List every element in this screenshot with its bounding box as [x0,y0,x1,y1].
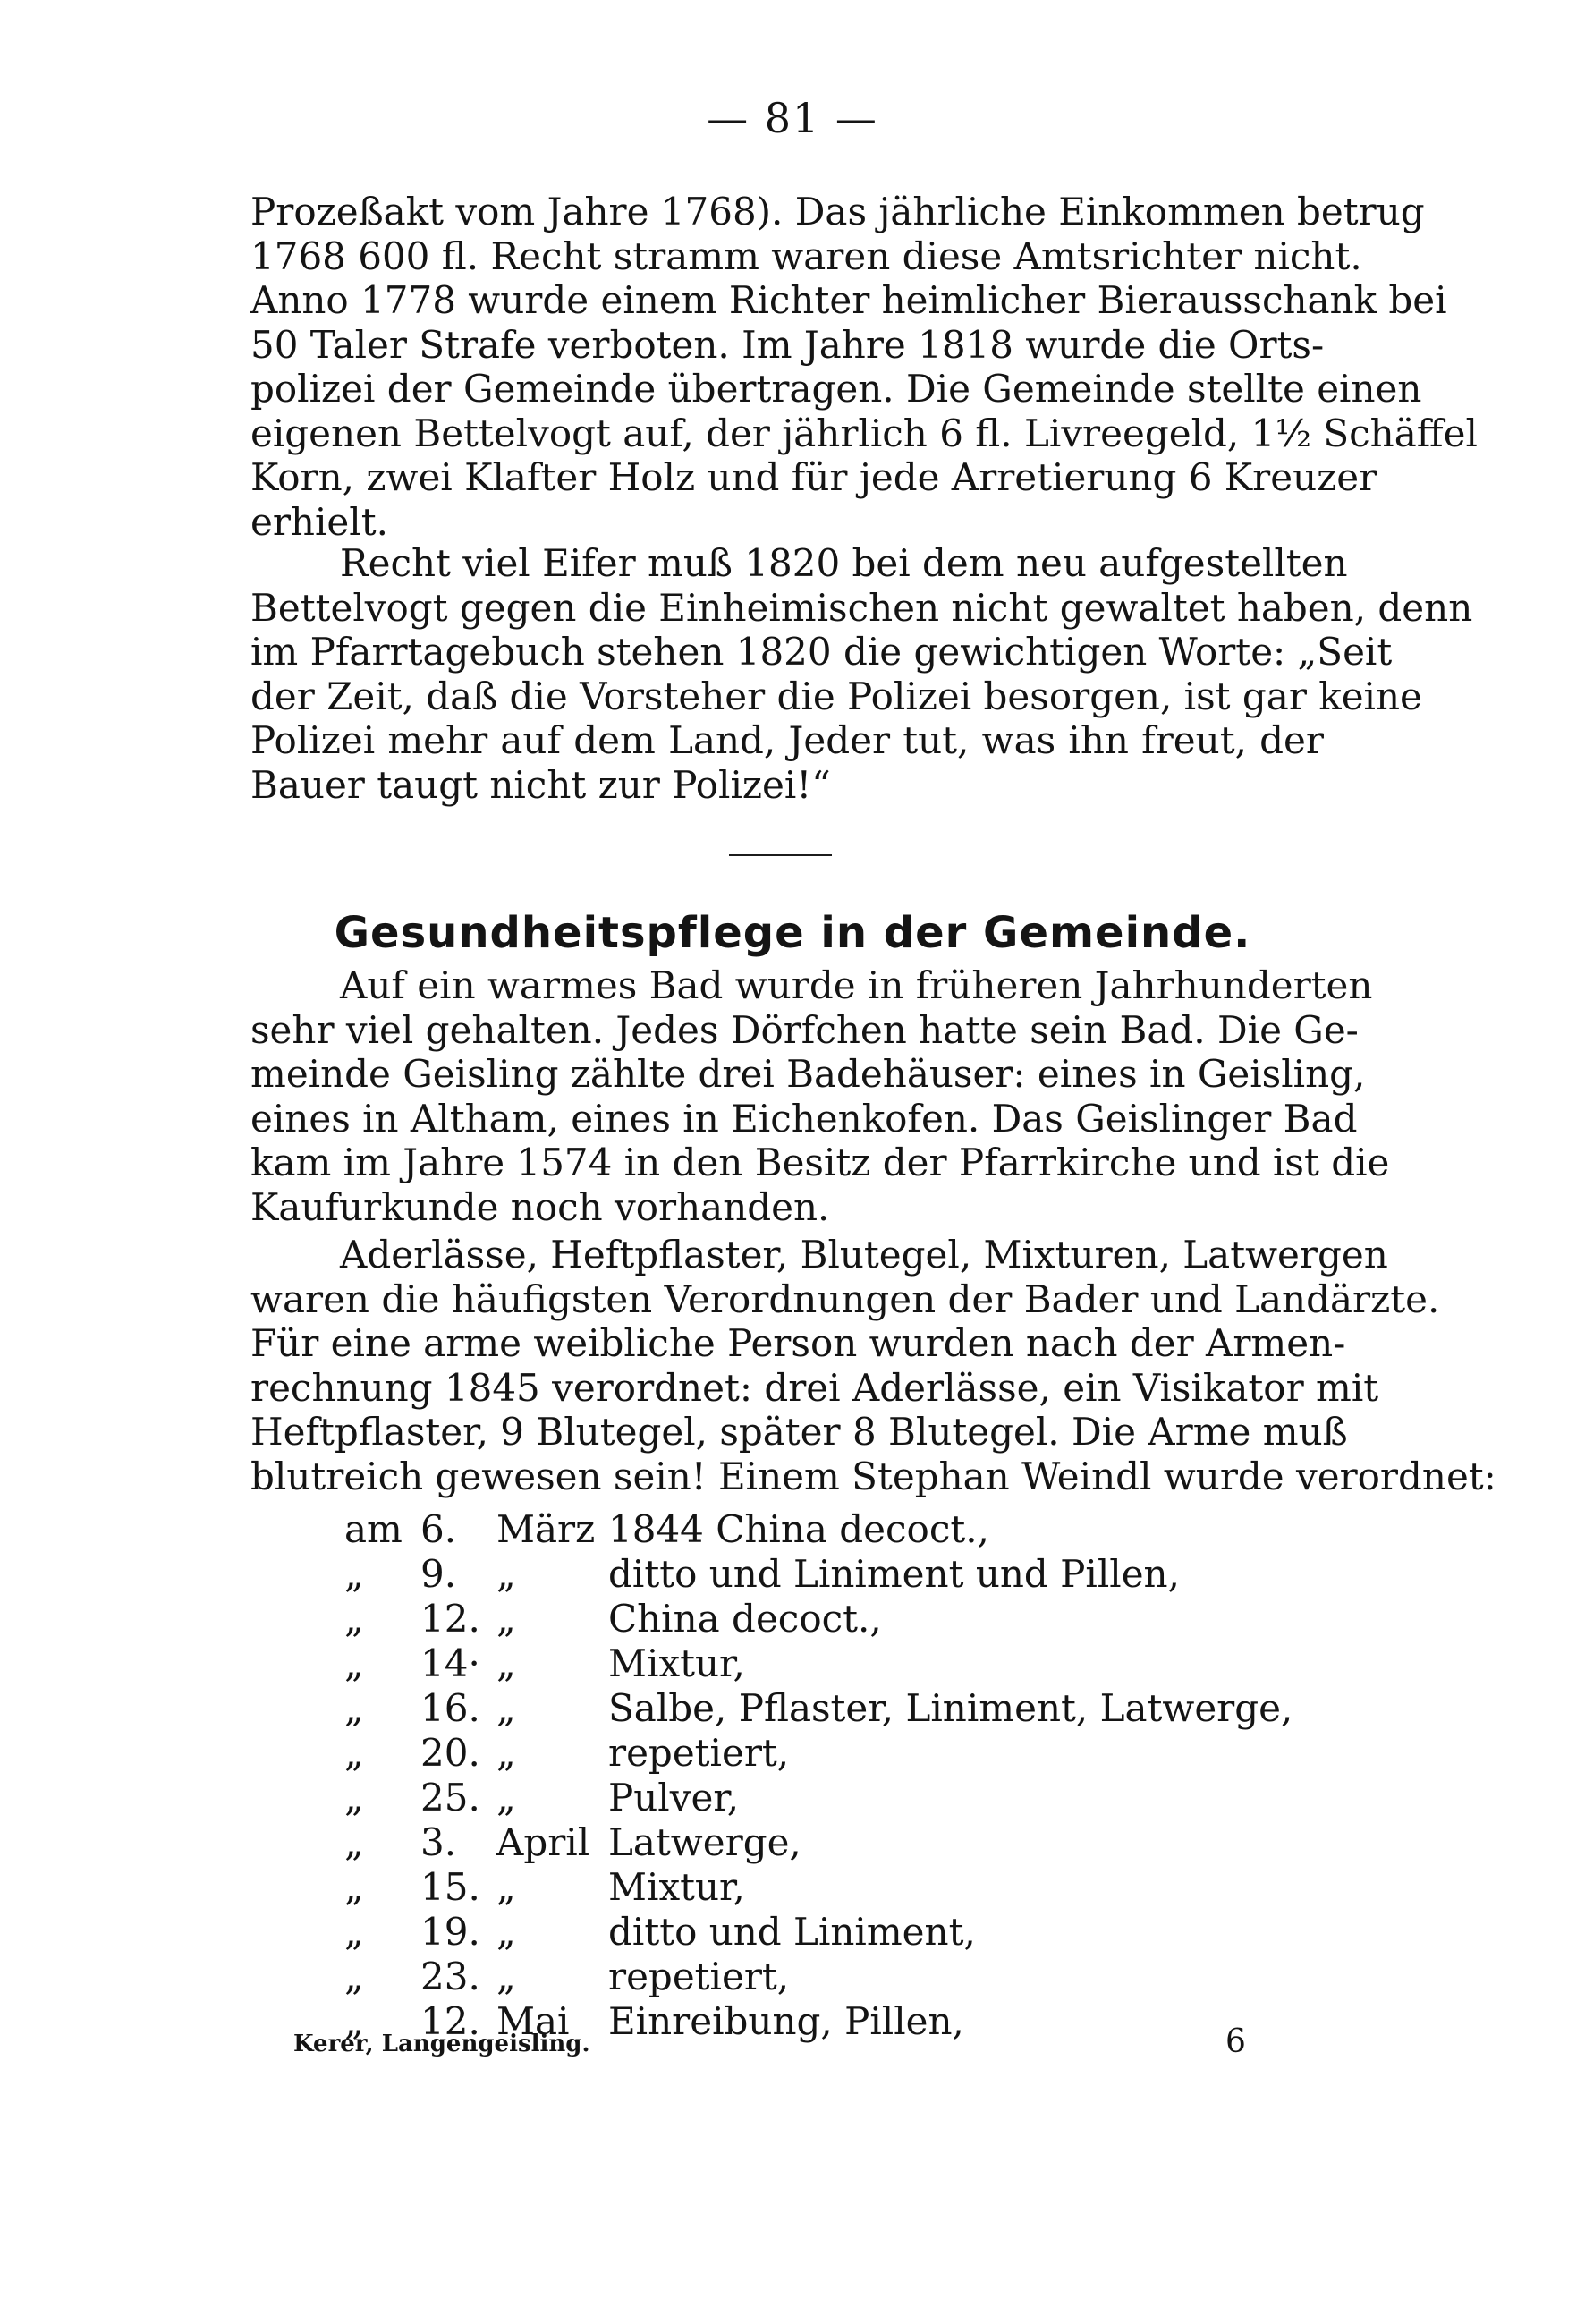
printer-signature: Kerer, Langengeisling. [293,2031,590,2057]
row-prefix: am [344,1507,403,1551]
text-line: Recht viel Eifer muß 1820 bei dem neu aufgestellten [340,541,1348,585]
section-heading: Gesundheitspflege in der Gemeinde. [334,908,1251,958]
row-entry: 1844 China decoct., [608,1507,989,1551]
row-day: 16. [420,1686,480,1730]
row-day: 19. [420,1910,480,1954]
row-day: 15. [420,1865,480,1909]
row-month: April [496,1820,590,1864]
text-line: polizei der Gemeinde übertragen. Die Gemeinde stellte einen [250,367,1422,411]
paragraph-3 [250,963,1390,1229]
section-divider [729,854,832,856]
text-line: eigenen Bettelvogt auf, der jährlich 6 fl. Livreegeld, 1½ Schäffel [250,411,1478,455]
row-prefix: „ [344,1731,364,1775]
text-line: Korn, zwei Klafter Holz und für jede Arretierung 6 Kreuzer [250,455,1377,499]
row-prefix: „ [344,1955,364,1998]
row-entry: repetiert, [608,1731,790,1775]
text-line: blutreich gewesen sein! Einem Stephan Weindl wurde verordnet: [250,1454,1496,1498]
row-day: 12. [420,1597,480,1641]
row-entry: ditto und Liniment, [608,1910,976,1954]
row-month: „ [496,1641,516,1685]
row-entry: Salbe, Pflaster, Liniment, Latwerge, [608,1686,1293,1730]
paragraph-4 [250,1233,1496,1498]
text-line: waren die häufigsten Verordnungen der Bader und Landärzte. [250,1277,1440,1321]
row-month: „ [496,1865,516,1909]
row-day: 25. [420,1776,480,1819]
row-month: „ [496,1552,516,1596]
row-day: 12. [420,1999,480,2043]
row-prefix: „ [344,1820,364,1864]
text-line: Aderlässe, Heftpflaster, Blutegel, Mixturen, Latwergen [340,1233,1388,1277]
text-line: Kaufurkunde noch vorhanden. [250,1184,830,1229]
text-line: kam im Jahre 1574 in den Besitz der Pfarrkirche und ist die [250,1141,1390,1184]
text-line: Bettelvogt gegen die Einheimischen nicht gewaltet haben, denn [250,585,1473,630]
row-prefix: „ [344,1865,364,1909]
row-day: 3. [420,1820,457,1864]
row-day: 14· [420,1641,480,1685]
row-entry: Pulver, [608,1776,740,1819]
row-day: 20. [420,1731,480,1775]
paragraph-2 [250,541,1473,807]
text-line: 1768 600 fl. Recht stramm waren diese Amtsrichter nicht. [250,233,1362,278]
text-line: der Zeit, daß die Vorsteher die Polizei besorgen, ist gar keine [250,674,1422,718]
row-month: „ [496,1597,516,1641]
paragraph-1 [250,190,1478,544]
row-day: 9. [420,1552,457,1596]
text-line: Heftpflaster, 9 Blutegel, später 8 Blutegel. Die Arme muß [250,1410,1348,1454]
row-prefix: „ [344,1776,364,1819]
text-line: meinde Geisling zählte drei Badehäuser: eines in Geisling, [250,1052,1366,1096]
row-entry: Mixtur, [608,1865,745,1909]
row-entry: Mixtur, [608,1641,745,1685]
text-line: Für eine arme weibliche Person wurden nach der Armen- [250,1321,1346,1365]
row-month: „ [496,1776,516,1819]
row-month: „ [496,1731,516,1775]
row-month: März [496,1507,596,1551]
row-month: „ [496,1686,516,1730]
row-prefix: „ [344,1552,364,1596]
text-line: Auf ein warmes Bad wurde in früheren Jahrhunderten [340,963,1373,1007]
text-line: eines in Altham, eines in Eichenkofen. Das Geislinger Bad [250,1096,1358,1141]
text-line: Bauer taugt nicht zur Polizei!“ [250,762,831,807]
row-entry: Einreibung, Pillen, [608,1999,964,2043]
text-line: rechnung 1845 verordnet: drei Aderlässe, ein Visikator mit [250,1365,1379,1410]
row-entry: repetiert, [608,1955,790,1998]
row-month: „ [496,1910,516,1954]
row-entry: ditto und Liniment und Pillen, [608,1552,1180,1596]
row-entry: China decoct., [608,1597,882,1641]
row-day: 6. [420,1507,457,1551]
text-line: Anno 1778 wurde einem Richter heimlicher Bierausschank bei [250,278,1447,322]
text-line: im Pfarrtagebuch stehen 1820 die gewichtigen Worte: „Seit [250,630,1393,674]
text-line: Polizei mehr auf dem Land, Jeder tut, was ihn freut, der [250,718,1324,762]
row-prefix: „ [344,1910,364,1954]
page-number: — 81 — [707,94,878,142]
text-line: 50 Taler Strafe verboten. Im Jahre 1818 wurde die Orts- [250,322,1325,367]
text-line: Prozeßakt vom Jahre 1768). Das jährliche Einkommen betrug [250,190,1425,233]
text-line: sehr viel gehalten. Jedes Dörfchen hatte sein Bad. Die Ge- [250,1007,1359,1052]
row-prefix: „ [344,1641,364,1685]
sheet-number: 6 [1225,2023,1246,2060]
row-prefix: „ [344,1686,364,1730]
row-prefix: „ [344,1999,364,2043]
row-month: „ [496,1955,516,1998]
row-day: 23. [420,1955,480,1998]
text-line: erhielt. [250,499,388,544]
row-entry: Latwerge, [608,1820,801,1864]
row-month: Mai [496,1999,570,2043]
row-prefix: „ [344,1597,364,1641]
